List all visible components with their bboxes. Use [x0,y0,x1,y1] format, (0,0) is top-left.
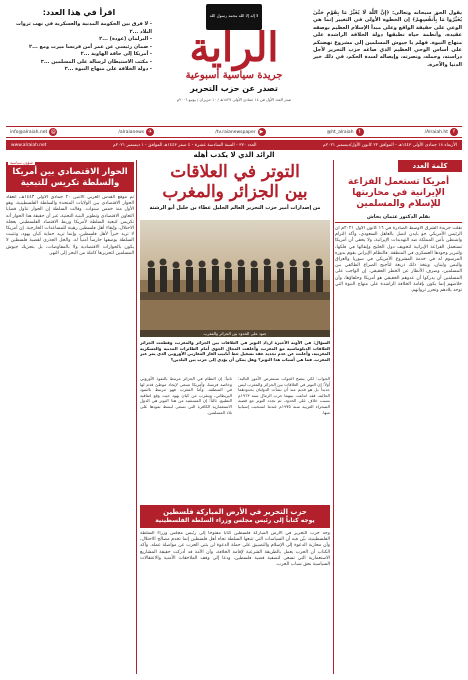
social-label: @ht_alraiah [326,129,354,135]
issue-bar [6,140,462,150]
masthead-title: الراية [189,24,279,71]
slogan: الرائد الذي لا يكذب أهله [193,151,275,159]
toc-item[interactable]: - ضمان رئيسي عن عمر أمن فرنسا ميرت ومع ...٢ [29,43,152,50]
header [0,0,468,126]
divider-right [333,160,334,674]
editorial-author: بقلم الدكتور عثمان بخاش [335,214,462,223]
main-body-col-right: الجواب: لكي يتضح الجواب نستعرض الأمور التالية: أولاً: إن التوتر في العلاقات بين الجزائر والمغرب ليس جديداً بل هو قديم منذ أن نشأت الدولتان بحدودهما الحالية، فقد اندلعت بينهما حرب الرمال سنة ١٩٦٣م بسبب خلاف على الحدود، ثم تجدد التوتر مع قضية الصحراء الغربية سنة ١٩٧٥م عندما انسحبت إسبانيا منها. [238,376,330,415]
main-body-col-left: ثانياً: إن النظام في الجزائر مرتبط بالنفوذ الأوروبي وخاصة فرنسا، وأمريكا تسعى لإيجاد موطئ قدم لها في المنطقة، وأما المغرب فهو مرتبط بالنفوذ البريطاني، ويتقرب من كيان يهود حيث وقع اتفاقية التطبيع. ثالثاً: إن المستفيد من هذا التوتر هي الدول الاستعمارية الكافرة التي تسعى لبسط نفوذها على بلاد المسلمين. [140,376,232,415]
issue-date: الأربعاء ١٨ جمادى الأولى ١٤٤٣هـ - الموافق ٢٢ كانون الأول/ديسمبر ٢٠٢١م [323,142,457,148]
bottom-title-line1: حزب التحرير في الأرض المباركة فلسطين [163,508,307,516]
editorial-column [335,160,462,674]
main-title-line1: التوتر في العلاقات [170,162,300,182]
social-label: /tv.raianewspaper [215,129,256,135]
bottom-title-line2: يوجه كتاباً إلى رئيس مجلس وزراء السلطة الفلسطينية [155,517,315,524]
email-icon: @ [50,129,56,135]
toc-box [6,8,152,118]
telegram-icon: ✈ [148,129,153,135]
website-link[interactable]: www.alraiah.net [11,142,47,148]
toc-item[interactable]: - مكتب الاستيطان لرسالة على المسلمين ...٣ [40,58,152,65]
left-feature-title: الحوار الاقتصادي بين أمريكا والسلطة تكريس للتبعية [12,167,128,188]
social-link[interactable] [118,128,154,136]
social-label: info@alraiah.net [10,129,48,135]
bottom-article-body: وجه حزب التحرير في الأرض المباركة فلسطين كتاباً مفتوحاً إلى رئيس مجلس وزراء السلطة الفلسطينية، بيّن فيه أن السياسات التي تتبعها السلطة تجاه أهل فلسطين إنما تخدم مصالح الاحتلال، وأن محاربة الدعوة إلى الإسلام والتضييق على حملة الدعوة لن يثني الحزب عن مواصلة عمله. وأكد الكتاب أن الحزب يعمل بالطريقة الشرعية لإقامة الخلافة، وأن الأمة قد أدركت حقيقة المشاريع الاستعمارية التي تسعى لتصفية قضية فلسطين، ودعا إلى وقف الملاحقات الأمنية والاعتقالات السياسية بحق شباب الحزب. [140,531,330,568]
verse-box: يقول الحق سبحانه وتعالى: ﴿إِنَّ اللَّهَ لَا يُغَيِّرُ مَا بِقَوْمٍ حَتَّىٰ يُغَيِّرُوا مَا بِأَنفُسِهِمْ﴾ إن الخطوة الأولى في التغيير إنما هي الوعي على حقيقة الواقع وعلى مبدأ الإسلام العظيم بوصفه عقيدة، وأنظمة حياة تطبقها دولة الخلافة الراشدة على منهاج النبوة. فهلم يا جيوش المسلمين إلى مشروع نهضتكم على أساس الوحي العظيم الذي صاغه حزب التحرير لأجل دراسته، وحمله، ونصرته، وإيصاله لسدة الحكم، في ذلك خير الدنيا والآخرة. [313,10,462,68]
social-label: /Alraiah.ht [424,129,448,135]
soldiers-illustration [140,220,330,337]
divider-left [136,160,137,674]
banner-text: لا إله إلا الله محمد رسول الله [209,13,259,18]
toc-item[interactable]: - دولة الخلافة على منهاج النبوة ...٣ [64,66,152,72]
social-bar [6,126,462,138]
toc-list [6,21,152,74]
masthead-subtitle: جريدة سياسية أسبوعية [185,70,283,81]
social-link[interactable] [327,128,364,136]
issue-number: العدد ٣٧٠ - السنة السادسة عشرة - ٤ صفر ١٤٤٣هـ الموافق - ١ ديسمبر ٢٠٢١م [112,142,257,148]
editorial-label: كلمة العدد [398,160,462,172]
left-feature-body: تم موقع القدس العربي الاثنين ٢٠ جمادى الأولى ١٤٤٣هـ، انعقاد الحوار الاقتصادي بين الولايات المتحدة والسلطة الفلسطينية، وهو الأول منذ خمس سنوات. وقالت السلطة إن الحوار تناول قضايا التعاون الاقتصادي وتطوير البنية التحتية، غير أن حقيقة هذا الحوار أنه تكريس لتبعية السلطة لأمريكا وربط الاقتصاد الفلسطيني بعجلة الاحتلال، وإبقاء أهل فلسطين رهينة للمساعدات الخارجية. إن أمريكا لا تريد خيراً لأهل فلسطين، وإنما تريد حماية كيان يهود، وتثبيت السلطة بوصفها حارساً أمنياً له. والحل الجذري لقضية فلسطين لا يكون بالحوارات الاقتصادية ولا بالمفاوضات، بل بتحريك جيوش المسلمين لتحريرها كاملة من البحر إلى النهر. [6,195,134,256]
social-link[interactable] [425,128,458,136]
main-byline: من إصدارات أمير حزب التحرير العالم الجليل عطاء بن خليل أبو الرشتة [149,205,321,211]
youtube-icon: ▶ [258,128,266,136]
social-link[interactable] [10,128,57,136]
main-title-line2: بين الجزائر والمغرب [162,182,308,202]
main-photo [140,220,330,337]
left-feature [6,162,134,674]
masthead-publisher: تصدر عن حزب التحرير [190,84,278,93]
editorial-body: نقلت جريدة الشرق الأوسط الصادرة في ١٦ كانون الأول ٢٠٢١م أن الرئيس الأمريكي جو بايدن اتصل بالعاهل السعودي، وأكد التزام واشنطن بأمن المملكة ضد التهديدات الإيرانية، ولا يخفى أن أمريكا تستعمل الفزاعة الإيرانية لتخويف دول الخليج وإبقائها في فلكها، ولتبرير وجودها العسكري في المنطقة. فالنظام الإيراني يقوم بدوره المرسوم له في خدمة المشروع الأمريكي في سوريا والعراق واليمن ولبنان، ويتخذ ذلك ذريعة لتأجيج الصراع الطائفي بين المسلمين، وصرف الأنظار عن الخطر الحقيقي. إن الواجب على المسلمين أن يدركوا أن عدوهم الحقيقي هو أمريكا وحلفاؤها، وأن خلاصهم إنما يكون بإقامة الخلافة الراشدة على منهاج النبوة التي توحد بلادهم وتحرر ثرواتهم. [335,226,462,294]
left-feature-tag: شؤون سياسية [10,160,33,165]
bottom-article [140,505,330,674]
facebook-icon: f [450,128,458,136]
photo-caption: جنود على الحدود بين الجزائر والمغرب [140,330,330,337]
social-label: /alraianews [118,129,145,135]
bottom-article-header [140,505,330,528]
toc-item[interactable]: - أمريكا إلى حافة الهاوية ...٢ [80,51,152,57]
first-issue-note: صدر العدد الأول في ١٤ جمادى الأولى ١٤٢٧هـ / ١٠ حزيران / يونيو ٢٠٠٦م [176,97,292,102]
toc-title: اقرأ في هذا العدد: [42,8,116,17]
twitter-icon: t [356,128,364,136]
left-feature-header [6,162,134,192]
toc-item[interactable]: - البرلمان (عودة) ...٢ [99,36,152,42]
social-link[interactable] [215,128,265,136]
main-body-intro: السؤال: في الآونة الأخيرة ازداد التوتر في العلاقات بين الجزائر والمغرب، وقطعت الجزائر العلاقات الدبلوماسية مع المغرب، وأغلقت المجال الجوي أمام الطائرات المدنية والعسكرية المغربية، وأعلنت عن عدم تجديد عقد تشغيل خط أنابيب الغاز المغاربي الأوروبي الذي يمر عبر المغرب. فما هي أسباب هذا التوتر؟ وهل يمكن أن يؤدي إلى حرب بين البلدين؟ [140,340,330,362]
editorial-title: أمريكا تستعمل الفزاعة الإيرانية في محاربتها للإسلام والمسلمين [347,177,450,209]
toc-item[interactable]: - لا فرق بين الحكومة المدنية والعسكرية في نهب ثروات البلاد ...٢ [15,21,152,35]
